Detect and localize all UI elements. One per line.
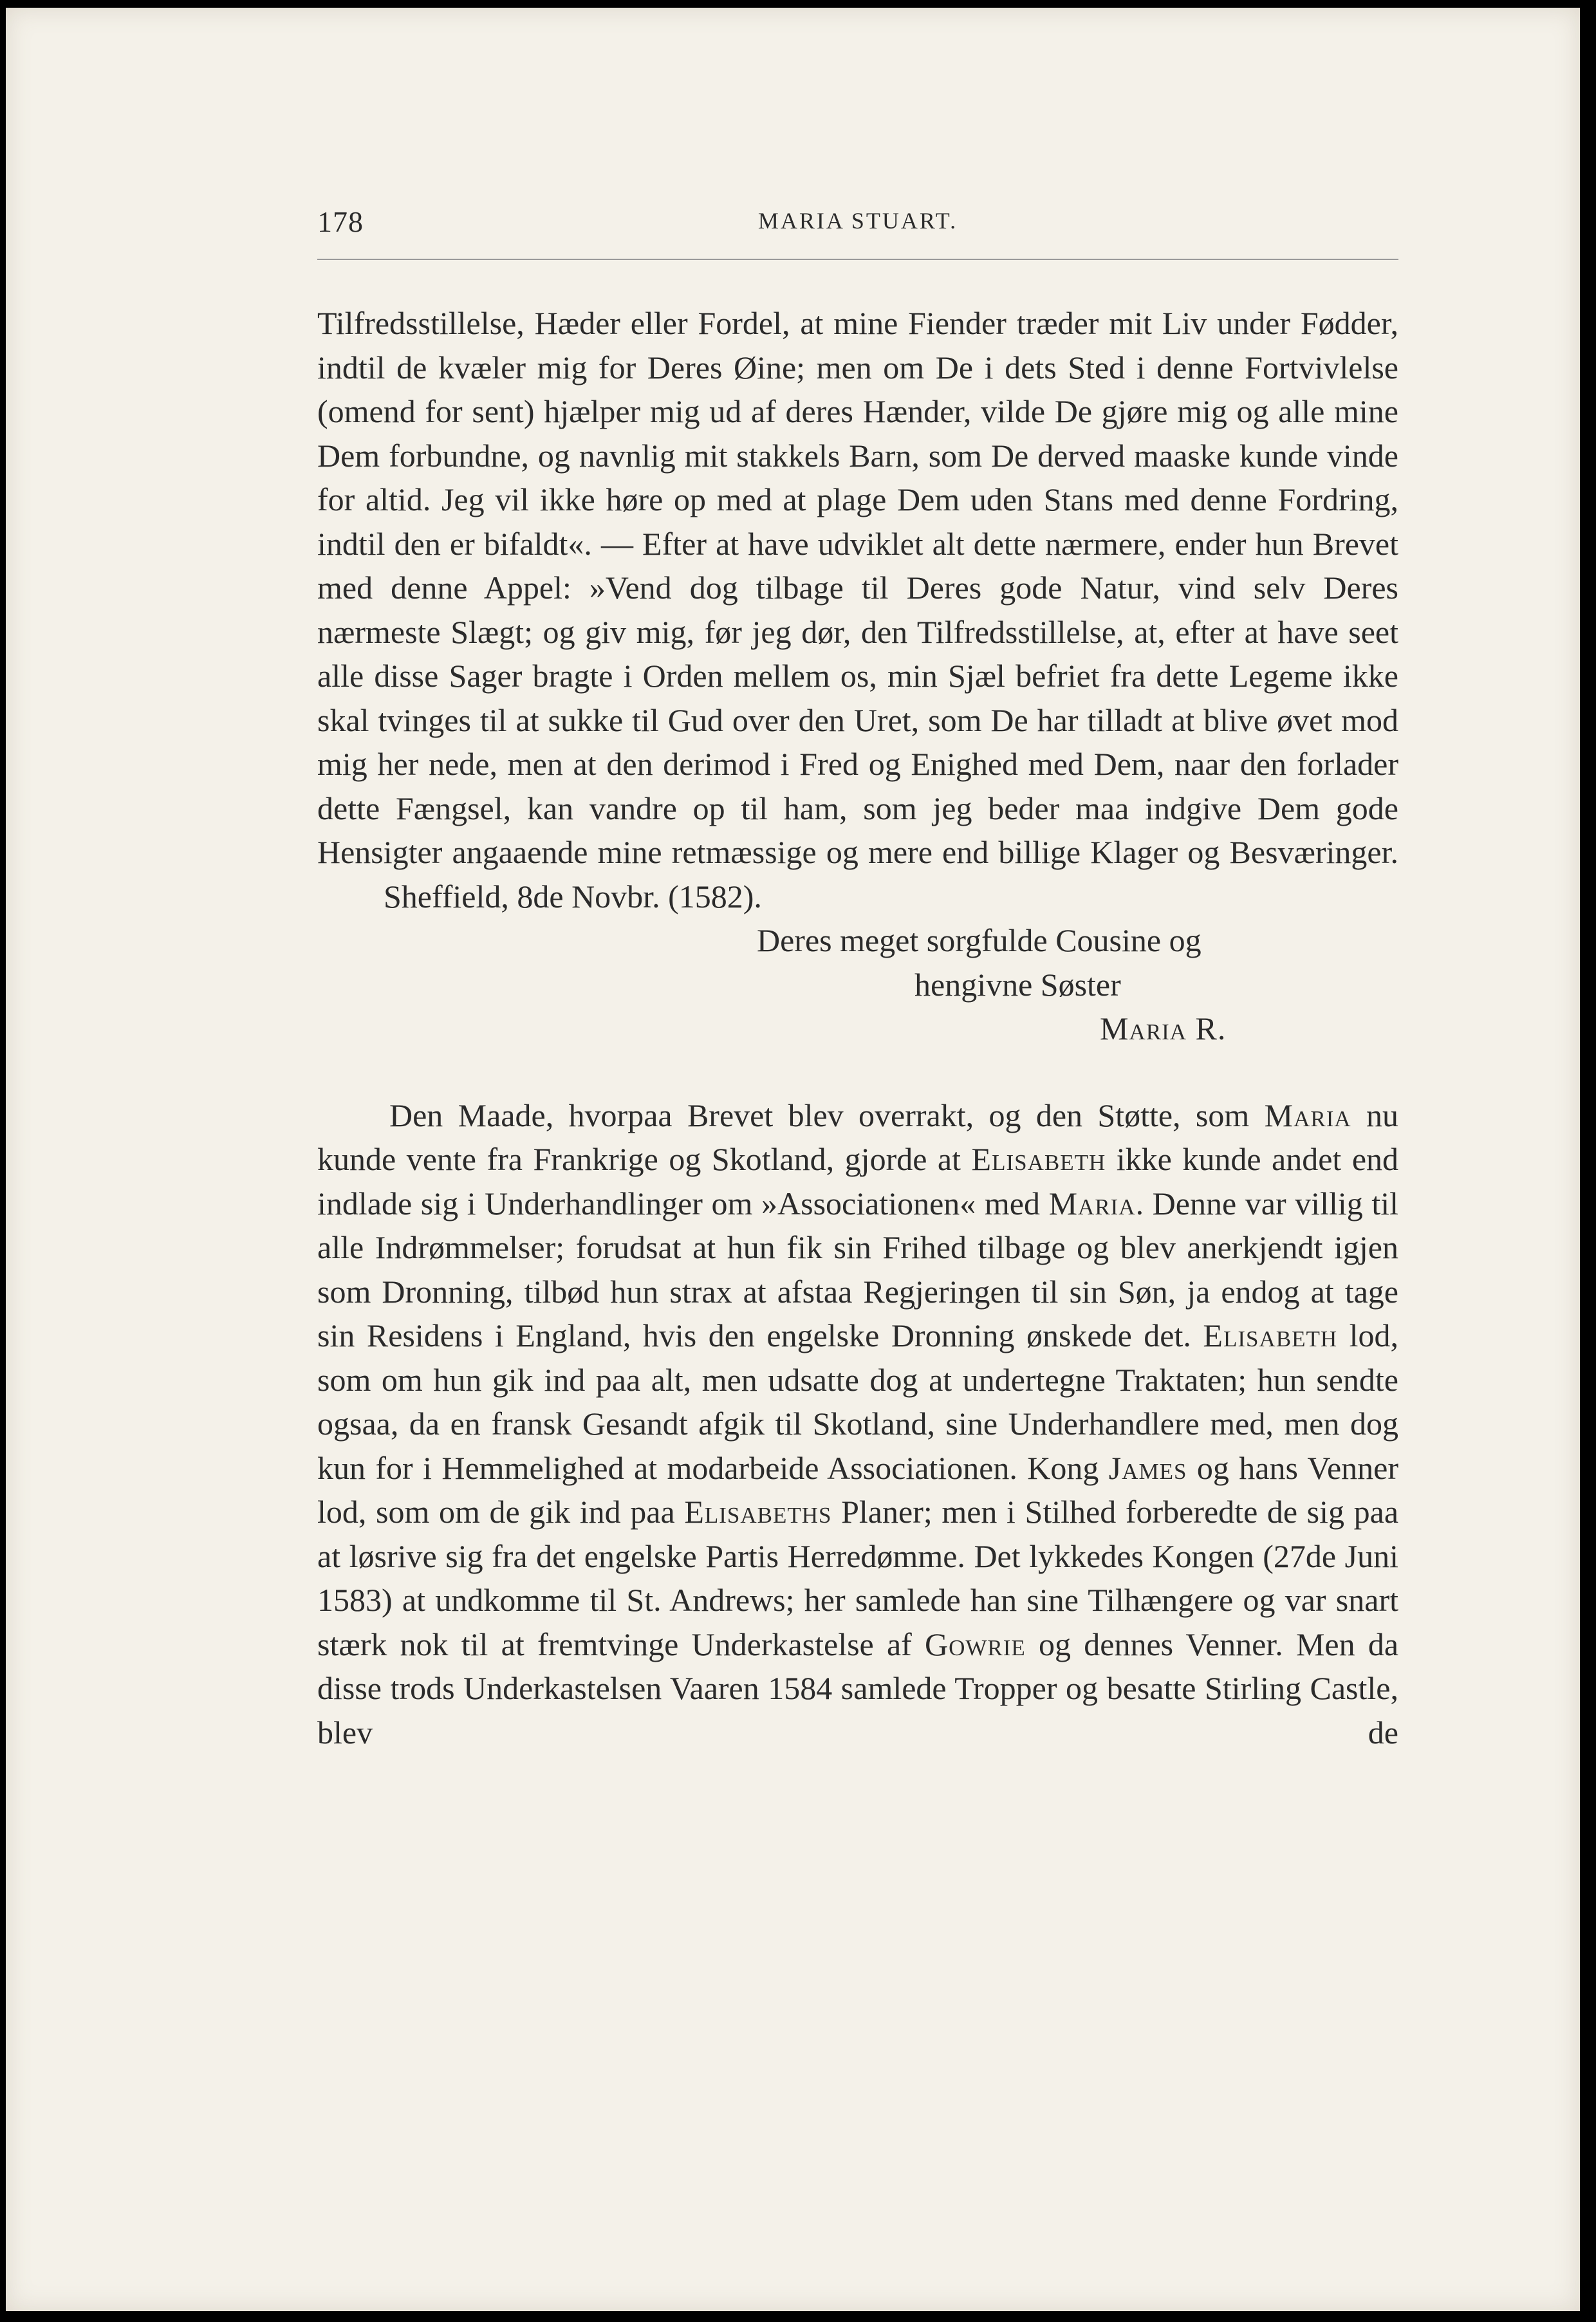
page-content <box>317 205 1398 1754</box>
name-maria: Maria <box>1264 1097 1351 1133</box>
page-header <box>317 205 1398 243</box>
name-gowrie: Gowrie <box>925 1626 1026 1662</box>
text-run: Planer; men i Stilhed forberedte de sig paa at løsrive sig fra det engelske Partis Herredømme. Det lykkedes Kongen (27de Juni 1583) at undkomme til St. Andrews; her samlede han sine Tilhængere og var snart stærk nok til at fremtvinge Underkastelse af <box>317 1494 1399 1662</box>
dateline: Sheffield, 8de Novbr. (1582). <box>384 878 762 915</box>
name-elisabeths: Elisabeths <box>684 1494 832 1530</box>
name-elisabeth: Elisabeth <box>971 1141 1106 1177</box>
name-james: James <box>1108 1449 1187 1486</box>
text-run: og hans Venner lod, som om de gik ind paa <box>317 1449 1398 1530</box>
text-run: ikke kunde andet end indlade sig i Underhandlinger om »Associationen« med <box>317 1141 1399 1221</box>
name-maria: Maria <box>1048 1185 1136 1221</box>
text-run: Den Maade, hvorpaa Brevet blev overrakt, og den Støtte, som <box>389 1097 1250 1133</box>
text-run: lod, som om hun gik ind paa alt, men udsatte dog at undertegne Traktaten; hun sendte ogsaa, da en fransk Gesandt afgik til Skotland, sine Underhandlere med, men dog kun for i Hemmelighed at modarbeide Associationen. Kong <box>317 1317 1399 1486</box>
page-number: 178 <box>317 205 364 238</box>
main-paragraph <box>317 1093 1398 1755</box>
text-run: og dennes Venner. Men da disse trods Underkastelsen Vaaren 1584 samlede Tropper og besatte Stirling Castle, blev de <box>317 1626 1399 1751</box>
letter-paragraph: Tilfredsstillelse, Hæder eller Fordel, at mine Fiender træder mit Liv under Fødder, indtil de kvæler mig for Deres Øine; men om De i dets Sted i denne Fortvivlelse (omend for sent) hjælper mig ud af deres Hænder, vilde De gjøre mig og alle mine Dem forbundne, og navnlig mit stakkels Barn, som De derved maaske kunde vinde for altid. Jeg vil ikke høre op med at plage Dem uden Stans med denne Fordring, indtil den er bifaldt«. — Efter at have udviklet alt dette nærmere, ender hun Brevet med denne Appel: »Vend dog tilbage til Deres gode Natur, vind selv Deres nærmeste Slægt; og giv mig, før jeg dør, den Tilfredsstillelse, at, efter at have seet alle disse Sager bragte i Orden mellem os, min Sjæl befriet fra dette Legeme ikke skal tvinges til at sukke til Gud over den Uret, som De har tilladt at blive øvet mod mig her nede, men at den derimod i Fred og Enighed med Dem, naar den forlader dette Fængsel, kan vandre op til ham, som jeg beder maa indgive Dem gode Hensigter angaaende mine retmæssige og mere end billige Klager og Besværinger. <box>317 305 1398 870</box>
name-elisabeth: Elisabeth <box>1203 1317 1338 1353</box>
signature-relation: hengivne Søster <box>914 966 1121 1003</box>
signature-closing: Deres meget sorgfulde Cousine og <box>757 922 1202 958</box>
signature-block <box>317 918 1398 1051</box>
running-head: MARIA STUART. <box>757 208 958 234</box>
signature-name: Maria R. <box>1100 1010 1227 1046</box>
text-run: . Denne var villig til alle Indrømmelser; forudsat at hun fik sin Frihed tilbage og blev anerkjendt igjen som Dronning, tilbød hun strax at afstaa Regjeringen til sin Søn, ja endog at tage sin Residens i England, hvis den engelske Dronning ønskede det. <box>317 1185 1399 1353</box>
header-rule <box>317 259 1398 260</box>
text-run: nu kunde vente fra Frankrige og Skotland, gjorde at <box>317 1097 1398 1177</box>
